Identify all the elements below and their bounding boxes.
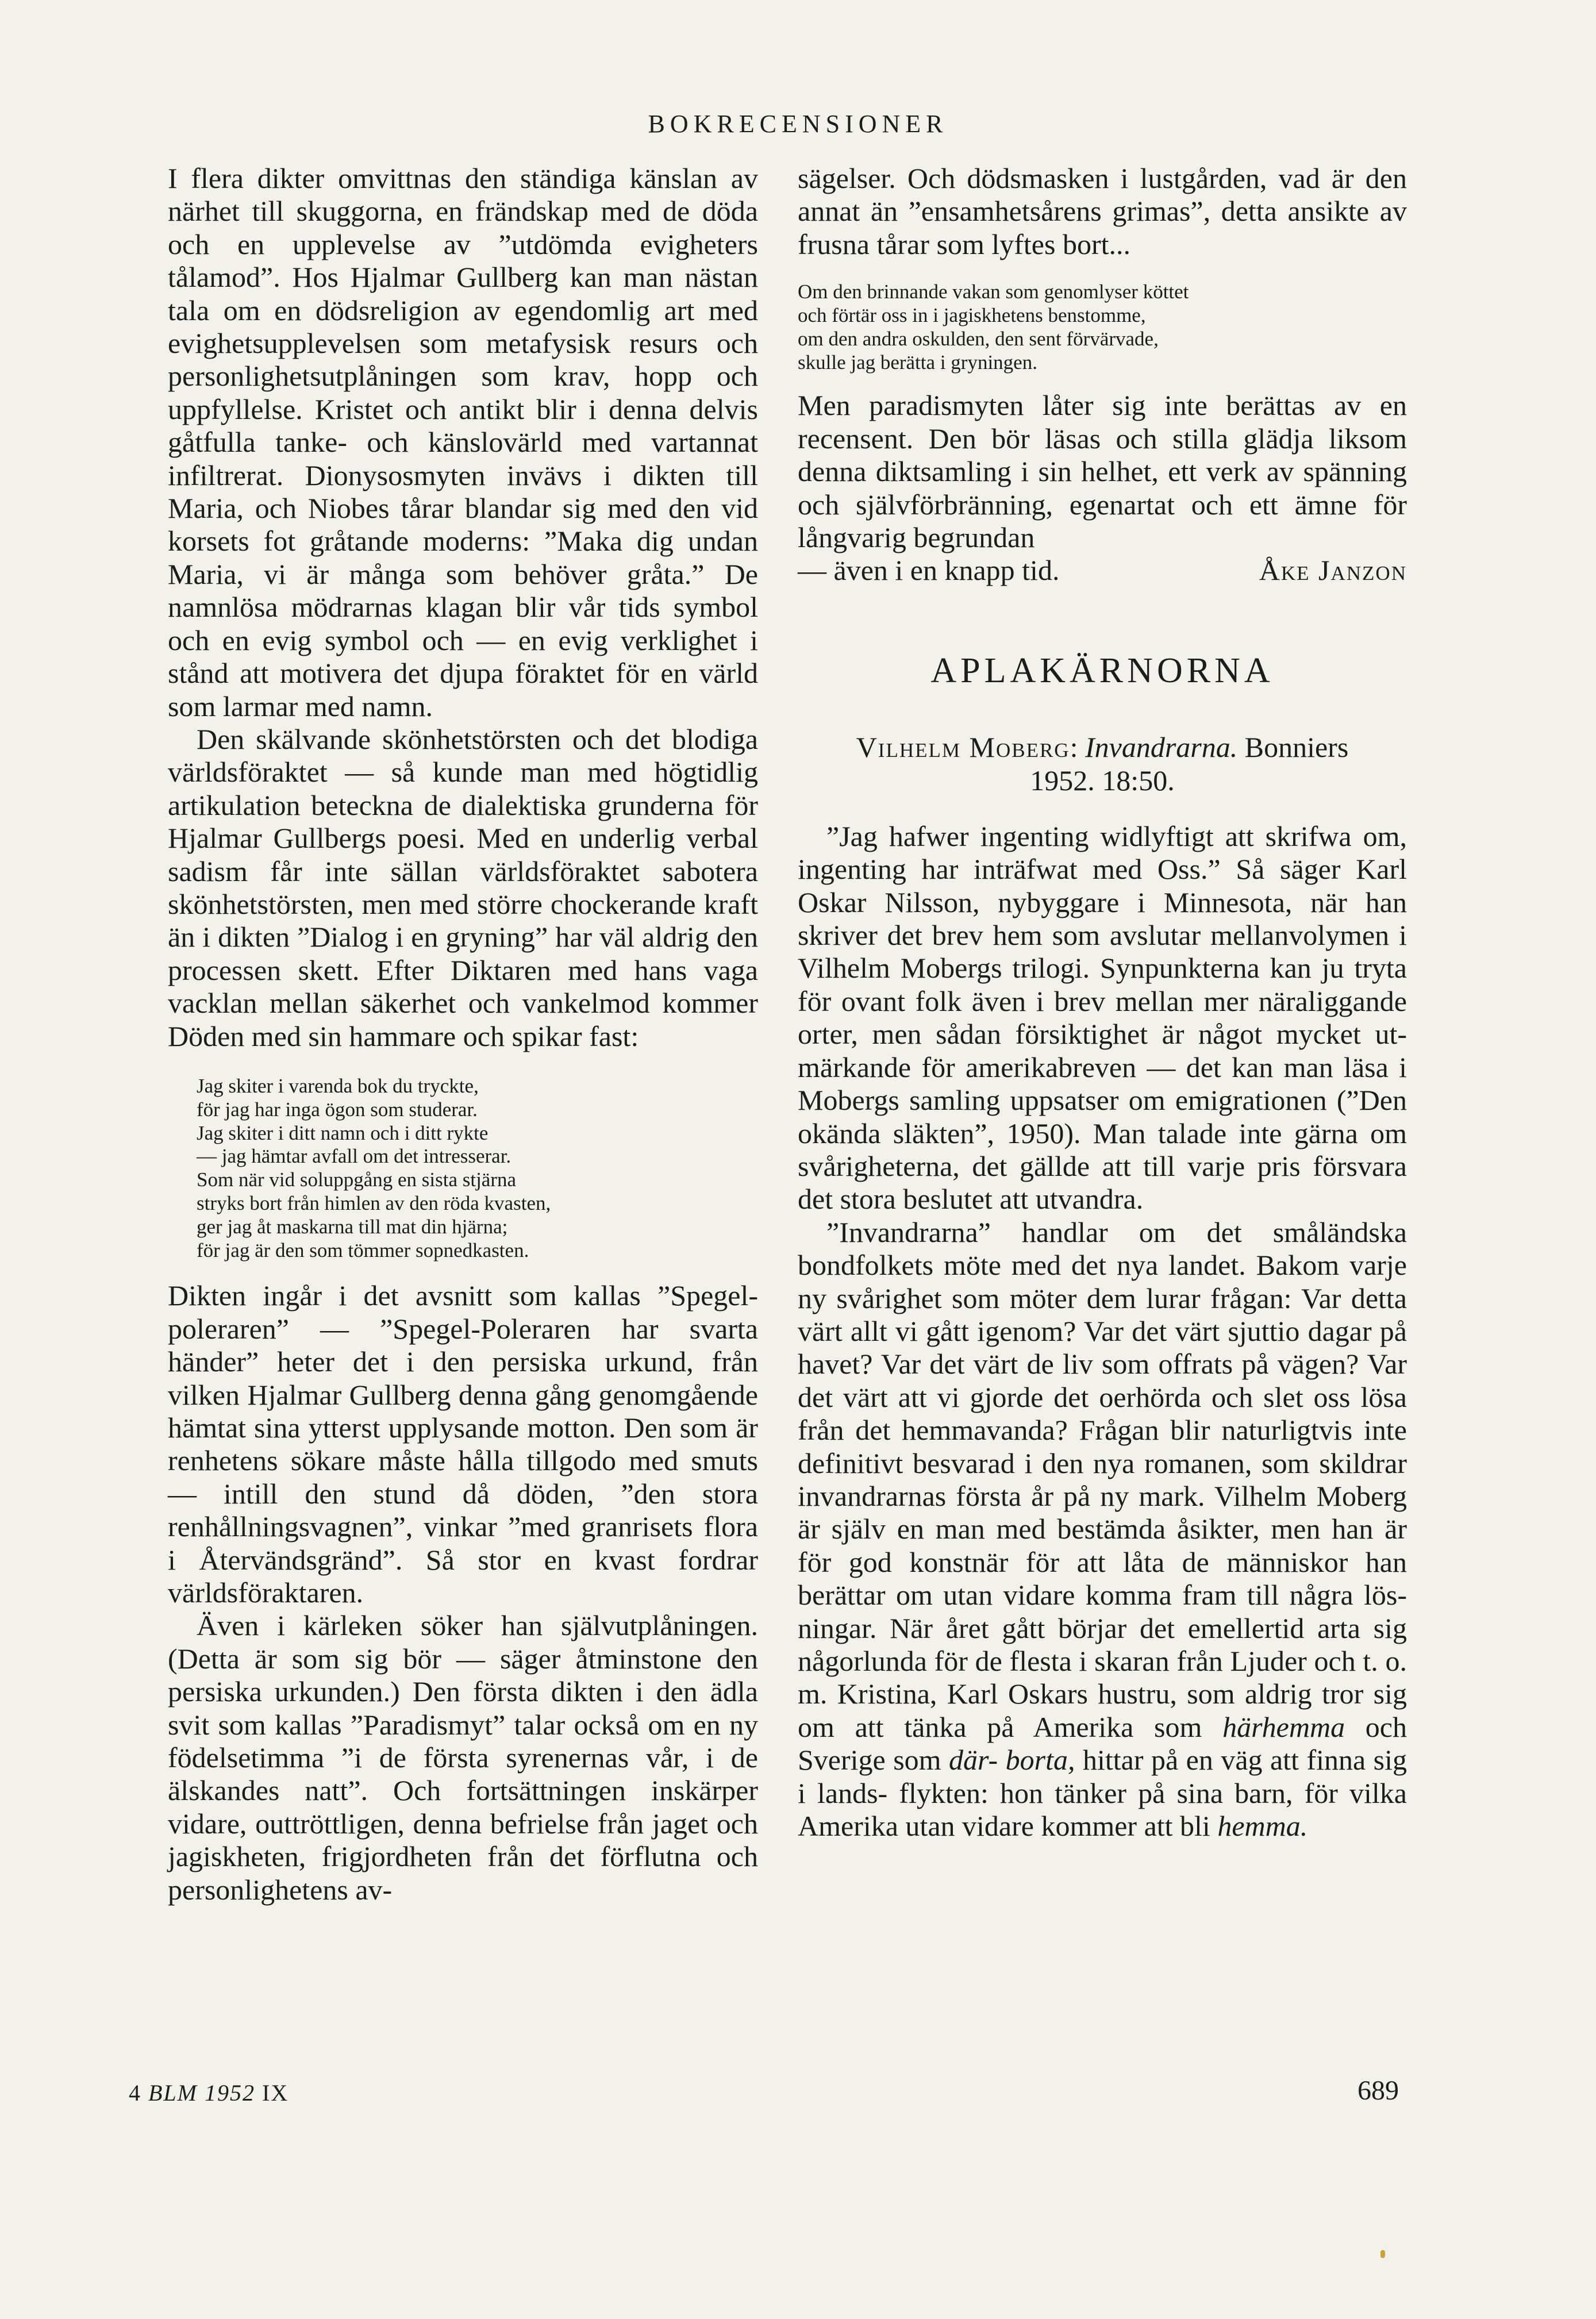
book-citation (798, 730, 1407, 797)
paragraph: ”Jag hafwer ingenting widlyftigt att skrifwa om, ingenting har inträfwat med Oss.” Så säger Karl Oskar Nilsson, nybyggare i Minnesota, när han skriver det brev hem som avslutar mellanvolymen i Vilhelm Mobergs trilogi. Synpunkterna kan ju tryta för ovant folk även i brev mellan mer näraliggande orter, men sådan försiktighet är något mycket utmärkande för amerikabreven — det kan man läsa i Mobergs samling uppsatser om emigrationen (”Den okända släkten”, 1950). Man talade inte gärna om svårigheterna, det gällde att till varje pris försvara det stora beslutet att utvandra. (798, 820, 1407, 1216)
signature-mark: 4 (129, 2080, 148, 2106)
verse-line: om den andra oskulden, den sent förvärvade, (798, 327, 1159, 350)
paragraph: sägelser. Och dödsmasken i lustgården, vad är den annat än ”ensamhetsårens grimas”, detta ansikte av frusna tårar som lyftes bort... (798, 162, 1407, 260)
journal-footer (129, 2079, 289, 2106)
emphasis: borta, (1005, 1744, 1075, 1776)
running-head: BOKRECENSIONER (648, 110, 948, 138)
verse-line: skulle jag berätta i gryningen. (798, 351, 1037, 374)
book-publisher: Bonniers (1244, 730, 1349, 763)
verse-line: och förtär oss in i jagiskhetens benstomme, (798, 304, 1146, 327)
paragraph: I flera dikter omvittnas den ständiga känslan av närhet till skuggorna, en frändskap med de döda och en upplevelse av ”utdömda evigheters tålamod”. Hos Hjalmar Gullberg kan man nästan tala om en dödsreligion av egendomlig art med evighetsupplevelsen som metafysisk resurs och personlighetsutplåningen som krav, hopp och uppfyllelse. Kristet och antikt blir i denna delvis gåtfulla tanke- och känslovärld med vartannat infiltrerat. Dionysosmyten invävs i dikten till Maria, och Niobes tårar blandar sig med den vid korsets fot gråtande moderns: ”Maka dig undan Maria, vi är många som behöver gråta.” De namnlösa mödrarnas klagan blir vår tids symbol och en evig symbol och — en evig verklighet i stånd att motivera det djupa föraktet för en värld som larmar med namn. (168, 162, 758, 722)
issue-number: IX (255, 2080, 289, 2106)
paragraph-body: ”Invandrarna” handlar om det småländska bondfolkets möte med det nya landet. Bakom varje ny svårighet som möter dem lurar frågan: Var detta värt allt vi gått igenom? Var det värt sjuttio dagar på havet? Var det värt de liv som offrats på vägen? Var det värt att vi gjorde det oerhörda och slet oss lösa från det hemmavanda? Frågan blir naturligtvis inte definitivt besvarad i den nya romanen, som skildrar invandrarnas första år på ny mark. Vilhelm Moberg är själv en man med bestämda åsikter, men han är för god konstnär för att låta de människor han berättar om utan vidare komma fram till några lösningar. När året gått börjar det emellertid arta sig någorlunda för de flesta i skaran från Ljuder och t. o. m. Kristina, Karl Oskars hustru, som aldrig tror sig om att tänka på (798, 1216, 1407, 1743)
journal-name: BLM 1952 (148, 2080, 255, 2106)
verse-line: Jag skiter i ditt namn och i ditt rykte (197, 1121, 489, 1144)
verse-line: för jag är den som tömmer sopnedkasten. (197, 1239, 529, 1262)
paragraph-body: Men paradismyten låter sig inte berättas av en recensent. Den bör läsas och stilla glädja liksom denna diktsamling i sin helhet, ett verk av spänning och självförbränning, egenartat och ett ämne för långvarig begrundan (798, 389, 1407, 554)
verse-line: — jag hämtar avfall om det intresserar. (197, 1145, 512, 1168)
book-title: Invandrarna. (1084, 730, 1238, 763)
signature-line (798, 554, 1407, 587)
book-author: Vilhelm Moberg (856, 730, 1070, 763)
verse-quote (798, 280, 1407, 374)
left-column (168, 162, 758, 1906)
verse-line: stryks bort från himlen av den röda kvasten, (197, 1191, 551, 1214)
emphasis: hemma. (1217, 1810, 1308, 1843)
book-year-price: 1952. 18:50. (1030, 764, 1175, 797)
verse-line: Som när vid soluppgång en sista stjärna (197, 1168, 517, 1191)
verse-quote (197, 1075, 758, 1262)
verse-line: ger jag åt maskarna till mat din hjärna; (197, 1215, 508, 1238)
paragraph-text: flykten: hon tänker på sina barn, för vilka (899, 1776, 1407, 1809)
paragraph: Dikten ingår i det avsnitt som kallas ”Spegelpoleraren” — ”Spegel-Poleraren har svarta händer” heter det i den persiska urkund, från vilken Hjalmar Gullberg denna gång genomgående hämtat sina ytterst upplysande motton. Den som är renhetens sökare måste hålla tillgodo med smuts — intill den stund då döden, ”den stora renhållningsvagnen”, vinkar ”med granrisets flora i Återvändsgränd”. Så stor en kvast fordrar världsföraktaren. (168, 1279, 758, 1609)
paragraph: Även i kärleken söker han självutplåningen. (Detta är som sig bör — säger åtminstone den persiska urkunden.) Den första dikten i den ädla svit som kallas ”Paradismyt” talar också om en ny födelsetimma ”i de första syrenernas vår, i de älskandes natt”. Och fortsättningen inskärper vidare, outtröttligen, denna befrielse från jaget och jagiskheten, frigjordheten från det förflutna och personlighetens av- (168, 1609, 758, 1906)
reviewer-signature: Åke Janzon (1259, 554, 1407, 587)
emphasis: där- (949, 1744, 998, 1776)
paragraph: Den skälvande skönhetstörsten och det blodiga världsföraktet — så kunde man med högtidlig artikulation beteckna de dialektiska grunderna för Hjalmar Gullbergs poesi. Med en underlig verbal sadism får inte sällan världsföraktet sabotera skönhetstörsten, men med större chockerande kraft än i dikten ”Dialog i en gryning” har väl aldrig den processen skett. Efter Diktaren med hans vaga vacklan mellan säkerhet och vankelmod kommer Döden med sin hammare och spikar fast: (168, 722, 758, 1052)
paragraph (798, 1216, 1407, 1843)
right-column (798, 162, 1407, 1843)
verse-line: Om den brinnande vakan som genomlyser köttet (798, 280, 1189, 303)
paragraph-last-line: — även i en knapp tid. (798, 554, 1060, 587)
paragraph-text: och Sverige som (798, 1710, 1407, 1776)
paragraph-text: hittar på en väg att finna sig i lands- (798, 1744, 1407, 1809)
citation-separator: : (1070, 730, 1078, 763)
paper-speck (1380, 2250, 1385, 2258)
paragraph-text: Amerika som (1033, 1710, 1223, 1743)
paragraph (798, 389, 1407, 587)
citation-line-1 (798, 730, 1407, 764)
verse-line: för jag har inga ögon som studerar. (197, 1098, 478, 1121)
paragraph-text: Amerika utan vidare kommer att bli (798, 1810, 1218, 1843)
verse-line: Jag skiter i varenda bok du tryckte, (197, 1074, 479, 1097)
page-number: 689 (1357, 2075, 1399, 2106)
review-title: APLAKÄRNORNA (930, 651, 1274, 690)
emphasis: härhemma (1222, 1710, 1345, 1743)
